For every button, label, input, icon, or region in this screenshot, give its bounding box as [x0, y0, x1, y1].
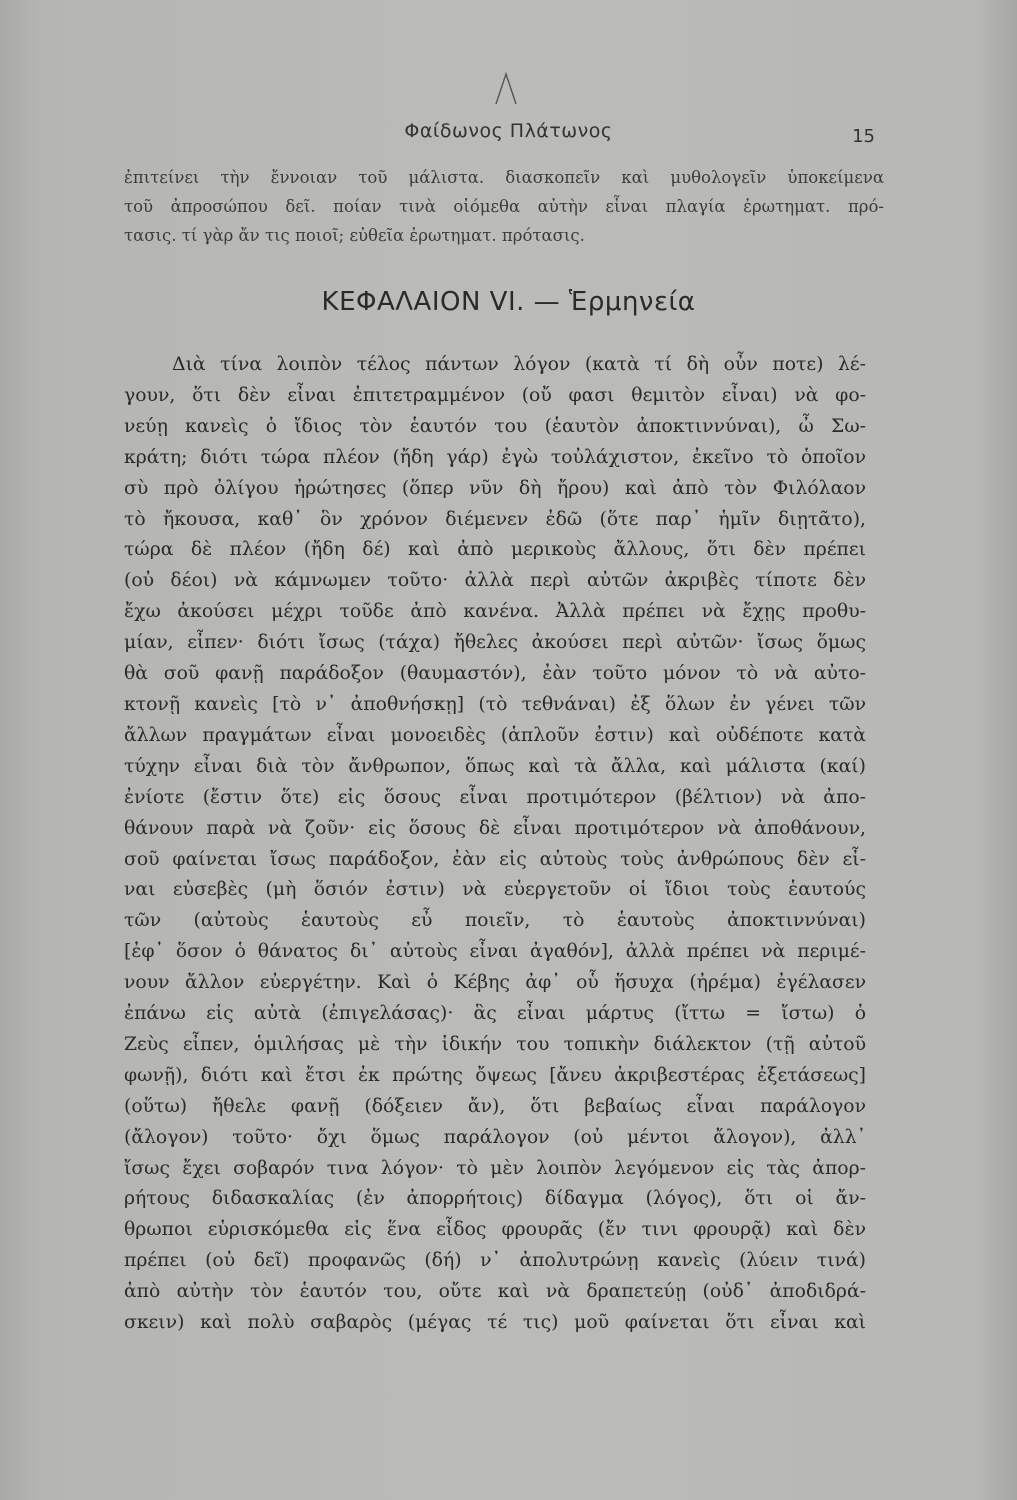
text-line: Διὰ τίνα λοιπὸν τέλος πάντων λόγον (κατὰ τί δὴ οὖν ποτε) λέ-	[172, 354, 866, 375]
text-line: γουν, ὅτι δὲν εἶναι ἐπιτετραμμένον (οὔ φασι θεμιτὸν εἶναι) νὰ φο-	[124, 384, 866, 406]
text-line: Ζεὺς εἶπεν, ὁμιλήσας μὲ τὴν ἰδικήν του τοπικὴν διάλεκτον (τῇ αὐτοῦ	[124, 1033, 866, 1055]
text-line: νουν ἄλλον εὐεργέτην. Καὶ ὁ Κέβης ἀφ᾿ οὗ ἥσυχα (ἠρέμα) ἐγέλασεν	[124, 972, 866, 994]
page-header	[0, 120, 1017, 154]
commentary-notes	[124, 163, 884, 250]
text-line: ἐνίοτε (ἔστιν ὅτε) εἰς ὅσους εἶναι προτιμότερον (βέλτιον) νὰ ἀπο-	[124, 786, 866, 808]
text-line: σοῦ φαίνεται ἴσως παράδοξον, ἐὰν εἰς αὐτοὺς τοὺς ἀνθρώπους δὲν εἶ-	[124, 848, 866, 870]
text-line: κτονῇ κανεὶς [τὸ ν᾿ ἀποθνήσκῃ] (τὸ τεθνάναι) ἐξ ὅλων ἐν γένει τῶν	[124, 693, 866, 715]
note-line: ἐπιτείνει τὴν ἔννοιαν τοῦ μάλιστα. διασκοπεῖν καὶ μυθολογεῖν ὑποκείμενα	[124, 168, 884, 187]
text-line: μίαν, εἶπεν· διότι ἴσως (τάχα) ἤθελες ἀκούσει περὶ αὐτῶν· ἴσως ὅμως	[124, 632, 866, 654]
running-title: Φαίδωνος Πλάτωνος	[404, 120, 613, 142]
pencil-mark-icon	[494, 72, 518, 106]
text-line: θρωποι εὑρισκόμεθα εἰς ἕνα εἶδος φρουρᾶς (ἔν τινι φρουρᾷ) καὶ δὲν	[124, 1219, 866, 1241]
text-line: σκειν) καὶ πολὺ σαβαρὸς (μέγας τέ τις) μοῦ φαίνεται ὅτι εἶναι καὶ	[124, 1312, 866, 1334]
note-line: τασις. τί γὰρ ἄν τις ποιοῖ; εὐθεῖα ἐρωτηματ. πρότασις.	[124, 226, 585, 245]
text-line: ναι εὐσεβὲς (μὴ ὅσιόν ἐστιν) νὰ εὐεργετοῦν οἱ ἴδιοι τοὺς ἑαυτούς	[124, 879, 866, 901]
text-line: τώρα δὲ πλέον (ἤδη δέ) καὶ ἀπὸ μερικοὺς ἄλλους, ὅτι δὲν πρέπει	[124, 539, 866, 561]
text-line: (οὐ δέοι) νὰ κάμνωμεν τοῦτο· ἀλλὰ περὶ αὐτῶν ἀκριβὲς τίποτε δὲν	[124, 570, 866, 592]
text-line: (ἄλογον) τοῦτο· ὄχι ὅμως παράλογον (οὐ μέντοι ἄλογον), ἀλλ᾿	[124, 1126, 866, 1148]
text-line: ἀπὸ αὐτὴν τὸν ἑαυτόν του, οὔτε καὶ νὰ δραπετεύῃ (οὐδ᾿ ἀποδιδρά-	[124, 1281, 866, 1303]
text-line: θὰ σοῦ φανῇ παράδοξον (θαυμαστόν), ἐὰν τοῦτο μόνον τὸ νὰ αὐτο-	[124, 663, 866, 685]
text-line: ἐπάνω εἰς αὐτὰ (ἐπιγελάσας)· ἃς εἶναι μάρτυς (ἴττω = ἴστω) ὁ	[124, 1003, 866, 1025]
text-line: νεύῃ κανεὶς ὁ ἴδιος τὸν ἑαυτόν του (ἑαυτὸν ἀποκτιννύναι), ὦ Σω-	[124, 415, 866, 437]
chapter-heading: ΚΕΦΑΛΑΙΟΝ VI. — Ἑρμηνεία	[321, 287, 696, 317]
text-line: θάνουν παρὰ νὰ ζοῦν· εἰς ὅσους δὲ εἶναι προτιμότερον νὰ ἀποθάνουν,	[124, 817, 866, 839]
text-line: [ἐφ᾿ ὅσον ὁ θάνατος δι᾿ αὐτοὺς εἶναι ἀγαθόν], ἀλλὰ πρέπει νὰ περιμέ-	[124, 941, 866, 963]
page-number: 15	[852, 126, 875, 147]
text-line: ρήτους διδασκαλίας (ἐν ἀπορρήτοις) δίδαγμα (λόγος), ὅτι οἱ ἄν-	[124, 1188, 866, 1210]
text-line: σὺ πρὸ ὀλίγου ἠρώτησες (ὅπερ νῦν δὴ ἤρου) καὶ ἀπὸ τὸν Φιλόλαον	[124, 477, 866, 499]
text-line: ἄλλων πραγμάτων εἶναι μονοειδὲς (ἁπλοῦν ἐστιν) καὶ οὐδέποτε κατὰ	[124, 724, 866, 746]
text-line: φωνῇ), διότι καὶ ἔτσι ἐκ πρώτης ὄψεως [ἄνευ ἀκριβεστέρας ἐξετάσεως]	[124, 1064, 866, 1086]
text-line: τὸ ἤκουσα, καθ᾿ ὃν χρόνον διέμενεν ἐδῶ (ὅτε παρ᾿ ἡμῖν διῃτᾶτο),	[124, 508, 866, 530]
translation-text	[124, 350, 866, 1339]
note-line: τοῦ ἀπροσώπου δεῖ. ποίαν τινὰ οἰόμεθα αὐτὴν εἶναι πλαγία ἐρωτηματ. πρό-	[124, 197, 884, 216]
text-line: τῶν (αὐτοὺς ἑαυτοὺς εὖ ποιεῖν, τὸ ἑαυτοὺς ἀποκτιννύναι)	[124, 910, 866, 932]
text-line: ἔχω ἀκούσει μέχρι τοῦδε ἀπὸ κανένα. Ἀλλὰ πρέπει νὰ ἔχῃς προθυ-	[124, 601, 866, 623]
text-line: κράτη; διότι τώρα πλέον (ἤδη γάρ) ἐγὼ τοὐλάχιστον, ἐκεῖνο τὸ ὁποῖον	[124, 446, 866, 468]
text-line: (οὕτω) ἤθελε φανῇ (δόξειεν ἄν), ὅτι βεβαίως εἶναι παράλογον	[124, 1095, 866, 1117]
text-line: ἴσως ἔχει σοβαρόν τινα λόγον· τὸ μὲν λοιπὸν λεγόμενον εἰς τὰς ἀπορ-	[124, 1157, 866, 1179]
text-line: πρέπει (οὐ δεῖ) προφανῶς (δή) ν᾿ ἀπολυτρώνῃ κανεὶς (λύειν τινά)	[124, 1250, 866, 1272]
text-line: τύχην εἶναι διὰ τὸν ἄνθρωπον, ὅπως καὶ τὰ ἄλλα, καὶ μάλιστα (καί)	[124, 755, 866, 777]
